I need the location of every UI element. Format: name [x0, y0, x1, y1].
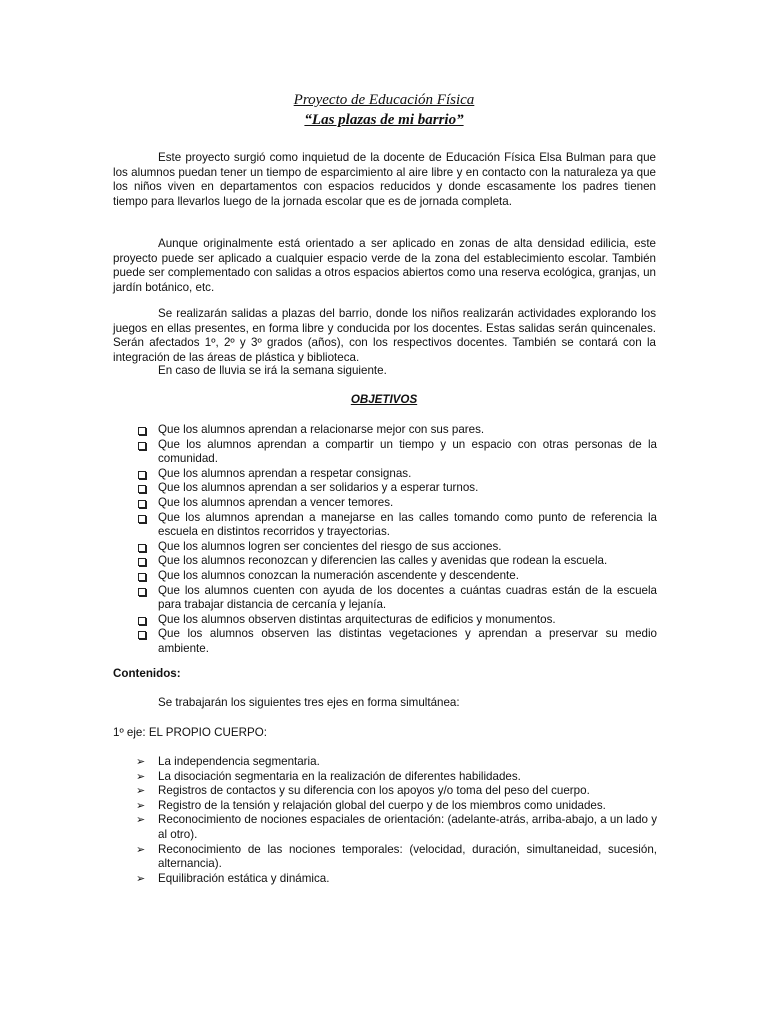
arrow-bullet-icon: ➢: [136, 770, 146, 783]
checkbox-bullet-icon: [138, 442, 146, 450]
checkbox-bullet-icon: [138, 471, 146, 479]
arrow-bullet-icon: ➢: [136, 872, 146, 885]
objetivos-heading: OBJETIVOS: [350, 393, 418, 406]
objetivos-list: [136, 423, 657, 657]
contenidos-intro: Se trabajarán los siguientes tres ejes en forma simultánea:: [158, 696, 460, 709]
scope-paragraph: Aunque originalmente está orientado a ser aplicado en zonas de alta densidad edilicia, este proyecto puede ser aplicado a cualquier espacio verde de la zona del establecimiento escolar. También puede ser complementado con salidas a otros espacios abiertos como una reserva ecológica, granjas, un jardín botánico, etc.: [113, 237, 656, 294]
list-item: Que los alumnos aprendan a respetar consignas.: [136, 467, 657, 482]
arrow-bullet-icon: ➢: [136, 843, 146, 856]
list-item: ➢ Reconocimiento de las nociones temporales: (velocidad, duración, simultaneidad, sucesión, alternancia).: [136, 842, 657, 871]
list-item: Que los alumnos logren ser concientes del riesgo de sus acciones.: [136, 540, 657, 555]
arrow-bullet-icon: ➢: [136, 785, 146, 798]
list-item: ➢ Registros de contactos y su diferencia con los apoyos y/o toma del peso del cuerpo.: [136, 784, 590, 798]
list-item: ➢ La independencia segmentaria.: [136, 755, 320, 768]
list-item: Que los alumnos aprendan a vencer temores.: [136, 496, 657, 511]
list-item: ➢ Registro de la tensión y relajación global del cuerpo y de los miembros como unidades.: [136, 798, 606, 812]
list-item: Que los alumnos conozcan la numeración ascendente y descendente.: [136, 569, 657, 584]
checkbox-bullet-icon: [138, 485, 146, 493]
document-subtitle: “Las plazas de mi barrio”: [304, 112, 464, 128]
checkbox-bullet-icon: [138, 617, 146, 625]
arrow-bullet-icon: ➢: [136, 799, 146, 812]
checkbox-bullet-icon: [138, 558, 146, 566]
activities-paragraph: Se realizarán salidas a plazas del barrio, donde los niños realizarán actividades explorando los juegos en ellas presentes, en forma libre y conducida por los docentes. Estas salidas serán quincenales. Serán afectados 1º, 2º y 3º grados (años), con los respectivos docentes. También se contará con la integración de las áreas de plástica y biblioteca.: [113, 307, 656, 364]
checkbox-bullet-icon: [138, 631, 146, 639]
intro-paragraph: Este proyecto surgió como inquietud de la docente de Educación Física Elsa Bulman para que los alumnos puedan tener un tiempo de esparcimiento al aire libre y en contacto con la naturaleza ya que los niños viven en departamentos con espacios reducidos y donde escasamente los padres tienen tiempo para llevarlos luego de la jornada escolar que es de jornada completa.: [113, 151, 656, 208]
document-title: Proyecto de Educación Física: [293, 92, 475, 108]
list-item: Que los alumnos cuenten con ayuda de los docentes a cuántas cuadras están de la escuela para trabajar distancia de cercanía y lejanía.: [136, 584, 657, 613]
checkbox-bullet-icon: [138, 544, 146, 552]
eje1-heading: 1º eje: EL PROPIO CUERPO:: [113, 726, 267, 739]
checkbox-bullet-icon: [138, 515, 146, 523]
checkbox-bullet-icon: [138, 427, 146, 435]
list-item: Que los alumnos aprendan a relacionarse mejor con sus pares.: [136, 423, 657, 438]
list-item: Que los alumnos aprendan a ser solidarios y a esperar turnos.: [136, 481, 657, 496]
rain-note: En caso de lluvia se irá la semana siguiente.: [158, 364, 387, 377]
checkbox-bullet-icon: [138, 588, 146, 596]
arrow-bullet-icon: ➢: [136, 756, 146, 768]
contenidos-heading: Contenidos:: [113, 667, 181, 680]
list-item: Que los alumnos observen distintas arquitecturas de edificios y monumentos.: [136, 613, 657, 628]
list-item: Que los alumnos aprendan a manejarse en las calles tomando como punto de referencia la escuela en distintos recorridos y trayectorias.: [136, 511, 657, 540]
arrow-bullet-icon: ➢: [136, 814, 146, 827]
eje1-list: [136, 755, 657, 886]
list-item: ➢ Reconocimiento de nociones espaciales de orientación: (adelante-atrás, arriba-abajo, a un lado y al otro).: [136, 813, 657, 841]
checkbox-bullet-icon: [138, 500, 146, 508]
list-item: Que los alumnos aprendan a compartir un tiempo y un espacio con otras personas de la comunidad.: [136, 438, 657, 467]
checkbox-bullet-icon: [138, 573, 146, 581]
list-item: Que los alumnos reconozcan y diferencien las calles y avenidas que rodean la escuela.: [136, 554, 657, 569]
list-item: Que los alumnos observen las distintas vegetaciones y aprendan a preservar su medio ambiente.: [136, 627, 657, 656]
list-item: ➢ La disociación segmentaria en la realización de diferentes habilidades.: [136, 769, 521, 783]
list-item: ➢ Equilibración estática y dinámica.: [136, 871, 330, 885]
